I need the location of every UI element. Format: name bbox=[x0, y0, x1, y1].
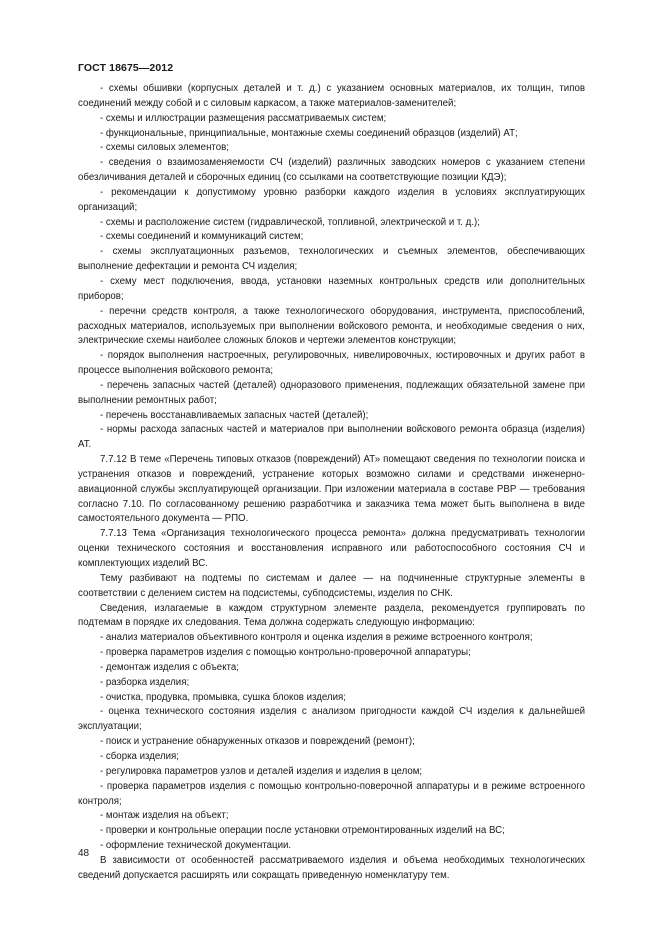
paragraph: - регулировка параметров узлов и деталей изделия и изделия в целом; bbox=[100, 765, 423, 777]
paragraph: - перечни средств контроля, а также технологического оборудования, инструмента, приспособлений, расходных материалов, используемых при выполнении войскового ремонта, и необходимые сведения о них, электрические схемы наиболее сложных блоков и чертежи элементов конструкции; bbox=[78, 305, 585, 347]
paragraph: - проверка параметров изделия с помощью контрольно-поверочной аппаратуры и в режиме встроенного контроля; bbox=[78, 780, 585, 807]
paragraph: - функциональные, принципиальные, монтажные схемы соединений образцов (изделий) АТ; bbox=[100, 127, 518, 139]
standard-header: ГОСТ 18675—2012 bbox=[78, 62, 174, 74]
paragraph: - монтаж изделия на объект; bbox=[100, 810, 229, 822]
paragraph: - перечень запасных частей (деталей) одноразового применения, подлежащих обязательной замене при выполнении ремонтных работ; bbox=[78, 379, 585, 406]
paragraph: - демонтаж изделия с объекта; bbox=[100, 661, 239, 673]
paragraph: - проверки и контрольные операции после установки отремонтированных изделий на ВС; bbox=[100, 825, 505, 837]
section-7-7-13: 7.7.13 Тема «Организация технологического процесса ремонта» должна предусматривать технологии оценки технического состояния и восстановления исправного или работоспособного состояния СЧ и комплектующих изделий ВС. bbox=[78, 528, 585, 569]
paragraph: Сведения, излагаемые в каждом структурном элементе раздела, рекомендуется группировать по подтемам в порядке их следования. Тема должна содержать следующую информацию: bbox=[78, 602, 585, 629]
paragraph: - схемы и иллюстрации размещения рассматриваемых систем; bbox=[100, 112, 387, 124]
paragraph: - оформление технической документации. bbox=[100, 840, 292, 852]
paragraph: - схемы и расположение систем (гидравлической, топливной, электрической и т. д.); bbox=[100, 216, 480, 228]
paragraph: Тему разбивают на подтемы по системам и далее — на подчиненные структурные элементы в соответствии с делением систем на подсистемы, субподсистемы, изделия по СНК. bbox=[78, 572, 585, 599]
paragraph: - сборка изделия; bbox=[100, 750, 179, 762]
paragraph: - анализ материалов объективного контроля и оценка изделия в режиме встроенного контроля; bbox=[100, 632, 533, 644]
paragraph: - схему мест подключения, ввода, установки наземных контрольных средств или дополнительных приборов; bbox=[78, 275, 585, 302]
paragraph: - порядок выполнения настроечных, регулировочных, нивелировочных, юстировочных и других работ в процессе выполнения войскового ремонта; bbox=[78, 350, 585, 377]
paragraph: - разборка изделия; bbox=[100, 676, 190, 688]
paragraph: В зависимости от особенностей рассматриваемого изделия и объема необходимых технологических сведений допускается расширять или сокращать приведенную номенклатуру тем. bbox=[78, 854, 585, 881]
paragraph: - сведения о взаимозаменяемости СЧ (изделий) различных заводских номеров с указанием степени обезличивания деталей и сборочных единиц (со ссылками на соответствующие позиции КДЭ); bbox=[78, 157, 585, 184]
paragraph: - очистка, продувка, промывка, сушка блоков изделия; bbox=[100, 691, 346, 703]
paragraph: - рекомендации к допустимому уровню разборки каждого изделия в условиях эксплуатирующих организаций; bbox=[78, 186, 585, 213]
paragraph: - схемы силовых элементов; bbox=[100, 142, 229, 154]
paragraph: - схемы обшивки (корпусных деталей и т. д.) с указанием основных материалов, их толщин, типов соединений между собой и с силовым каркасом, а также материалов-заменителей; bbox=[78, 83, 585, 109]
paragraph: - оценка технического состояния изделия с анализом пригодности каждой СЧ изделия к дальнейшей эксплуатации; bbox=[78, 706, 585, 733]
document-body bbox=[78, 82, 585, 884]
section-7-7-12: 7.7.12 В теме «Перечень типовых отказов (повреждений) АТ» помещают сведения по технологии поиска и устранения отказов и повреждений, устранение которых возможно силами и средствами инженерно-авиационной службы эксплуатирующей организации. При изложении материала в составе РВР — требования согласно 7.10. По согласованному решению разработчика и заказчика тема может быть выполнена в виде самостоятельного документа — РПО. bbox=[78, 454, 585, 525]
page-number: 48 bbox=[78, 848, 90, 859]
paragraph: - поиск и устранение обнаруженных отказов и повреждений (ремонт); bbox=[100, 736, 415, 748]
paragraph: - нормы расхода запасных частей и материалов при выполнении войскового ремонта образца (изделия) АТ. bbox=[78, 424, 585, 451]
paragraph: - схемы эксплуатационных разъемов, технологических и съемных элементов, обеспечивающих выполнение дефектации и ремонта СЧ изделия; bbox=[78, 246, 585, 273]
paragraph: - схемы соединений и коммуникаций систем; bbox=[100, 231, 304, 243]
paragraph: - перечень восстанавливаемых запасных частей (деталей); bbox=[100, 409, 369, 421]
paragraph: - проверка параметров изделия с помощью контрольно-проверочной аппаратуры; bbox=[100, 647, 471, 659]
